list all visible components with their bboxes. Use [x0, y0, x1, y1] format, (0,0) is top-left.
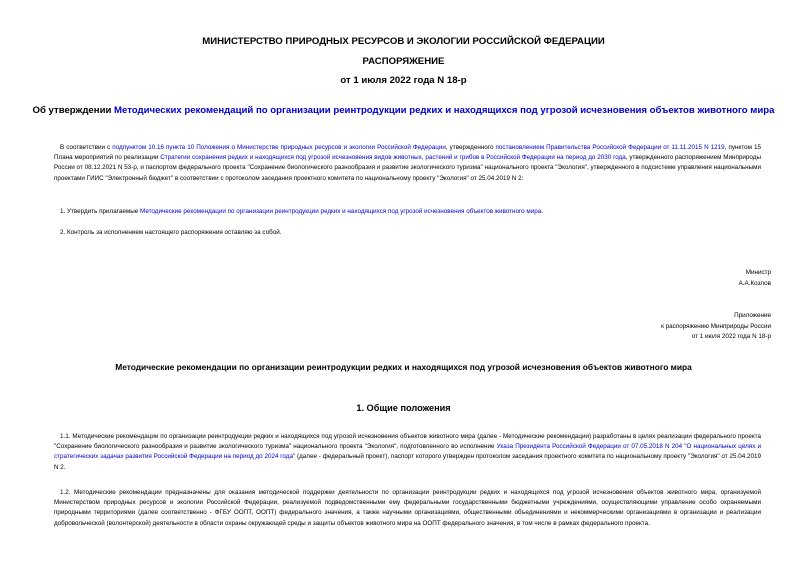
preamble-text-2: , утвержденного: [445, 144, 496, 151]
appendix-line-3: от 1 июля 2022 года N 18-р: [691, 333, 771, 341]
appendix-line-1: Приложение: [734, 312, 771, 319]
link-methodical-recommendations[interactable]: Методические рекомендации по организации реинтродукции редких и находящихся под угрозой исчезновения объектов животного мира: [140, 208, 542, 215]
preamble-text-1: В соответствии с: [60, 144, 113, 151]
preamble-text-3: , пунктом 15 Плана мероприятий по реализации: [54, 144, 761, 162]
link-presidential-decree[interactable]: Указа Президента Российской Федерации от 07.05.2018 N 204 "О национальных целях и стратегических задачах развития Российской Федерации на период до 2024 года": [54, 443, 761, 461]
document-title-prefix: Об утверждении: [32, 105, 115, 116]
item-1-text-2: .: [541, 208, 544, 215]
section-title: 1. Общие положения: [356, 403, 451, 413]
appendix-title: Методические рекомендации по организации реинтродукции редких и находящихся под угрозой исчезновения объектов животного мира: [115, 362, 692, 372]
ministry-name: МИНИСТЕРСТВО ПРИРОДНЫХ РЕСУРСОВ И ЭКОЛОГИИ РОССИЙСКОЙ ФЕДЕРАЦИИ: [202, 36, 605, 47]
link-government-decree[interactable]: постановлением Правительства Российской Федерации от 11.11.2015 N 1219: [495, 144, 725, 151]
paragraph-1-1: [54, 432, 761, 473]
paragraph-item-1: [60, 207, 761, 217]
clause-1-1-text-1: 1.1. Методические рекомендации по организации реинтродукции редких и находящихся под угрозой исчезновения объектов животного мира (далее - Методические рекомендации) разработаны в целях реализации федерального проекта "Сохранение биологического разнообразия и развитие экологического туризма" национального проекта "Экология", подготовленного во исполнение: [54, 433, 761, 451]
paragraph-1-2: [54, 488, 761, 529]
signature-name: А.А.Козлов: [738, 279, 771, 287]
link-regulation-subclause[interactable]: подпунктом 10.16 пункта 10 Положения о Министерстве природных ресурсов и экологии Российской Федерации: [112, 144, 446, 151]
signature-role: Министр: [745, 269, 771, 276]
item-1-text-1: 1. Утвердить прилагаемые: [60, 208, 140, 215]
clause-1-1-text-2: (далее - федеральный проект), паспорт которого утвержден протоколом заседания проектного комитета по национальному проекту "Экология" от 25.04.2019 N 2.: [54, 453, 761, 471]
document-date: от 1 июля 2022 года N 18-р: [340, 75, 467, 86]
signature-block: [739, 268, 771, 289]
document-type: РАСПОРЯЖЕНИЕ: [362, 56, 445, 67]
preamble-text-4: , утвержденного распоряжением Минприроды России от 08.12.2021 N 53-р, и паспортом федерального проекта "Сохранение биологического разнообразия и развитие экологического туризма" национального проекта "Экология", утвержденного в подсистеме управления национальными проектами ГИИС "Электронный бюджет" в соответствии с протоколом заседания проектного комитета по национальному проекту "Экология" от 25.04.2019 N 2:: [54, 154, 761, 182]
document-title: [0, 105, 807, 116]
appendix-line-2: к распоряжению Минприроды России: [661, 322, 771, 330]
clause-1-2-text: 1.2. Методические рекомендации предназначены для оказания методической поддержки деятельности по организации реинтродукции редких и находящихся под угрозой исчезновения объектов животного мира, организуемой Министерством природных ресурсов и экологии Российской Федерации, реализуемой подведомственными ему федеральными государственными бюджетными учреждениями, осуществляющими управление особо охраняемыми природными территориями (далее соответственно - ФГБУ ООПТ, ООПТ) федерального значения, а также научными организациями, общественными объединениями и некоммерческими организациями в организации и реализации добровольческой (волонтерской) деятельности в области охраны окружающей среды и защиты объектов животного мира на ООПТ федерального значения, в том числе в рамках федерального проекта.: [54, 489, 761, 527]
paragraph-preamble: [54, 143, 761, 184]
document-title-link[interactable]: Методических рекомендаций по организации реинтродукции редких и находящихся под угрозой исчезновения объектов животного мира: [114, 105, 775, 116]
paragraph-item-2: 2. Контроль за исполнением настоящего распоряжения оставляю за собой.: [60, 229, 282, 236]
link-conservation-strategy[interactable]: Стратегии сохранения редких и находящихся под угрозой исчезновения видов животных, растений и грибов в Российской Федерации на период до 2030 года: [160, 154, 626, 162]
appendix-block: [661, 311, 771, 343]
